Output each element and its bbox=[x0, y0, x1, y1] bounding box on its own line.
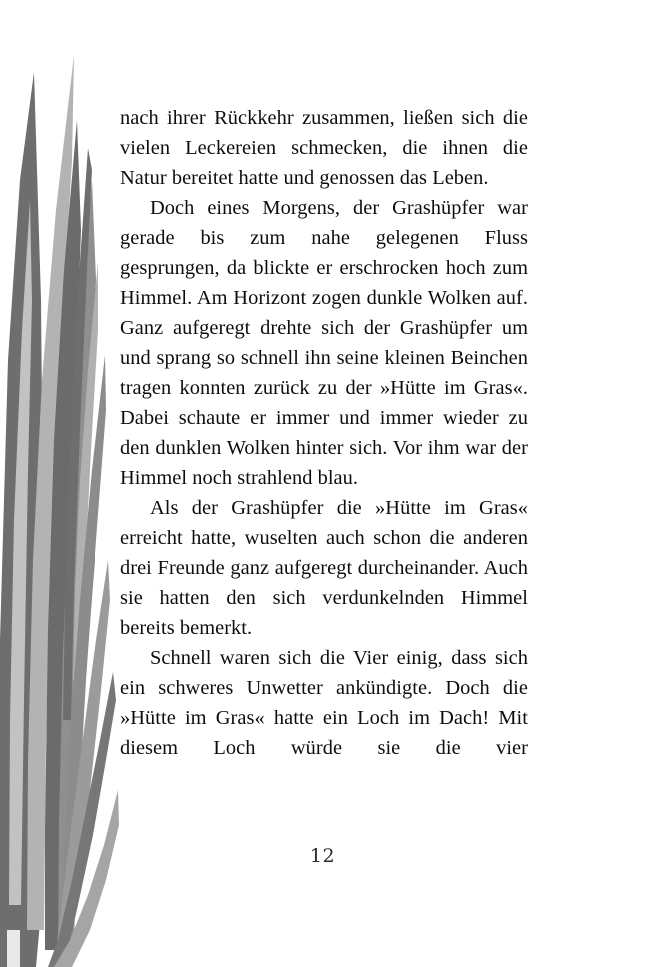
grass-blade-12 bbox=[54, 790, 119, 967]
page-number: 12 bbox=[309, 845, 336, 867]
grass-blade-3 bbox=[27, 55, 74, 930]
grass-blade-4 bbox=[45, 120, 81, 950]
body-text-column bbox=[120, 103, 528, 763]
paragraph-2: Doch eines Morgens, der Grashüpfer war gerade bis zum nahe gelegenen Fluss gesprungen, da blickte er erschrocken hoch zum Himmel. Am Horizont zogen dunkle Wolken auf. Ganz aufgeregt drehte sich der Grashüpfer um und sprang so schnell ihn seine kleinen Beinchen tragen konnten zurück zu der »Hütte im Gras«. Dabei schaute er immer und immer wieder zu den dunklen Wolken hinter sich. Vor ihm war der Himmel noch strahlend blau. bbox=[120, 197, 528, 489]
grass-illustration bbox=[0, 0, 135, 967]
grass-blade-8 bbox=[67, 510, 95, 870]
grass-blade-10 bbox=[55, 560, 110, 963]
grass-blade-1 bbox=[0, 72, 44, 967]
paragraph-3: Als der Grashüpfer die »Hütte im Gras« erreicht hatte, wuselten auch schon die anderen drei Freunde ganz aufgeregt durcheinander. Auch sie hatten den sich verdunkelnden Himmel bereits bemerkt. bbox=[120, 497, 528, 639]
grass-blade-base bbox=[7, 930, 20, 967]
paragraph-1: nach ihrer Rückkehr zusammen, ließen sich die vielen Leckereien schmecken, die ihnen die Natur bereitet hatte und genossen das Leben. bbox=[120, 107, 528, 189]
grass-blade-11 bbox=[48, 672, 116, 967]
grass-blade-7 bbox=[73, 262, 98, 680]
grass-blade-2 bbox=[9, 200, 32, 905]
paragraph-4: Schnell waren sich die Vier einig, dass sich ein schweres Unwetter ankündigte. Doch die »Hütte im Gras« hatte ein Loch im Dach! Mit diesem Loch würde sie die vier bbox=[120, 647, 528, 759]
grass-blade-6 bbox=[63, 148, 92, 720]
grass-blade-5 bbox=[58, 180, 96, 950]
